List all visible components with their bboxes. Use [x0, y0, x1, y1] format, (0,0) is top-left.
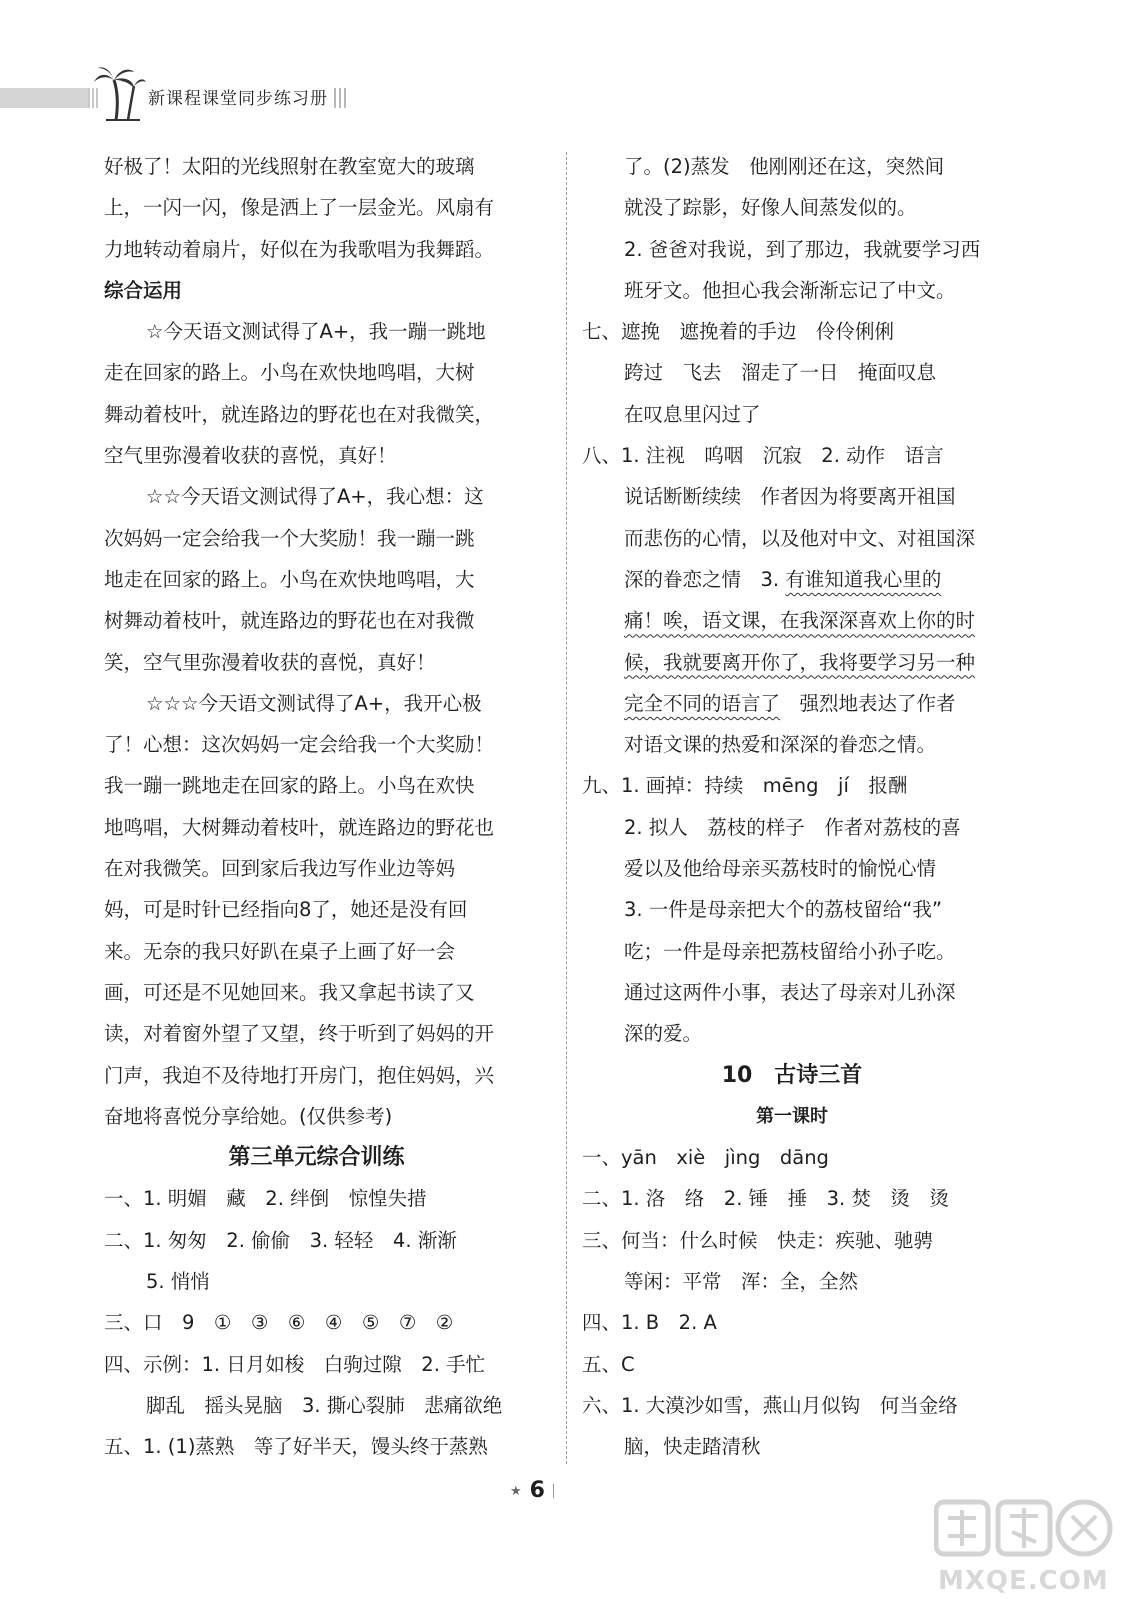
answer-line: 脚乱 摇头晃脑 3. 撕心裂肺 悲痛欲绝: [146, 1393, 503, 1417]
text-line: 了！心想：这次妈妈一定会给我一个大奖励！: [104, 733, 495, 757]
answer-line: 九、1. 画掉：持续 mēng jí 报酬: [582, 774, 908, 798]
text-line: 空气里弥漫着收获的喜悦，真好！: [104, 444, 397, 468]
watermark-logo-icon: [934, 1496, 1114, 1562]
answer-text: 强烈地表达了作者: [780, 691, 956, 715]
palm-tree-icon: [94, 62, 146, 122]
text-line: 走在回家的路上。小鸟在欢快地鸣唱，大树: [104, 361, 475, 385]
text-line: ☆今天语文测试得了A+，我一蹦一跳地: [146, 320, 486, 344]
left-column: [104, 146, 529, 1468]
wavy-underlined-text: 有谁知道我心里的: [785, 567, 942, 591]
answer-line: 了。(2)蒸发 他刚刚还在这，突然间: [624, 155, 945, 178]
answer-line: 爱以及他给母亲买荔枝时的愉悦心情: [624, 857, 937, 881]
text-line: 力地转动着扇片，好似在为我歌唱为我舞蹈。: [104, 237, 495, 261]
wavy-underlined-text: 完全不同的语言了: [624, 691, 781, 715]
answer-line: 吃；一件是母亲把荔枝留给小孙子吃。: [624, 939, 956, 963]
text-line: 画，可还是不见她回来。我又拿起书读了又: [104, 980, 475, 1004]
answer-line: 四、示例：1. 日月如梭 白驹过隙 2. 手忙: [104, 1352, 486, 1376]
text-line: 奋地将喜悦分享给她。(仅供参考): [104, 1104, 393, 1128]
text-line: 来。无奈的我只好趴在桌子上画了好一会: [104, 939, 456, 963]
text-line: 地走在回家的路上。小鸟在欢快地鸣唱，大: [104, 567, 475, 591]
answer-line: 五、1. (1)蒸熟 等了好半天，馒头终于蒸熟: [104, 1435, 488, 1459]
wavy-underlined-line: 候，我就要离开你了，我将要学习另一种: [624, 650, 976, 674]
text-line: 树舞动着枝叶，就连路边的野花也在对我微: [104, 609, 475, 633]
text-line: 我一蹦一跳地走在回家的路上。小鸟在欢快: [104, 774, 475, 798]
text-line: 上，一闪一闪，像是洒上了一层金光。风扇有: [104, 196, 495, 220]
answer-line: 一、1. 明媚 藏 2. 绊倒 惊惶失措: [104, 1187, 427, 1211]
answer-line: 跨过 飞去 溜走了一日 掩面叹息: [624, 361, 937, 385]
answer-line: 2. 爸爸对我说，到了那边，我就要学习西: [624, 237, 981, 261]
header-bars: [334, 88, 348, 108]
answer-line: 2. 拟人 荔枝的样子 作者对荔枝的喜: [624, 815, 961, 839]
answer-line: 而悲伤的心情，以及他对中文、对祖国深: [624, 526, 976, 550]
text-line: 在对我微笑。回到家后我边写作业边等妈: [104, 857, 456, 881]
answer-line: 在叹息里闪过了: [624, 402, 761, 426]
answer-line: 3. 一件是母亲把大个的荔枝留给“我”: [624, 898, 943, 922]
answer-line: 一、yān xiè jìng dāng: [582, 1146, 829, 1170]
wavy-underlined-line: 痛！唉，语文课，在我深深喜欢上你的时: [624, 609, 976, 633]
answer-line: 说话断断续续 作者因为将要离开祖国: [624, 485, 956, 509]
text-line: 门声，我迫不及待地打开房门，抱住妈妈，兴: [104, 1063, 495, 1087]
answer-text: 深的眷恋之情 3.: [624, 567, 786, 591]
text-line: 次妈妈一定会给我一个大奖励！我一蹦一跳: [104, 526, 475, 550]
unit-title: 第三单元综合训练: [228, 1145, 405, 1171]
text-line: 舞动着枝叶，就连路边的野花也在对我微笑，: [104, 402, 495, 426]
text-line: 好极了！太阳的光线照射在教室宽大的玻璃: [104, 155, 475, 178]
footer-divider: [553, 1484, 554, 1498]
answer-line: 二、1. 匆匆 2. 偷偷 3. 轻轻 4. 渐渐: [104, 1228, 457, 1252]
page-header: [0, 62, 1125, 122]
header-gray-band: [0, 88, 88, 108]
answer-line: 五、C: [582, 1352, 635, 1376]
watermark: [930, 1496, 1120, 1600]
answer-line: 三、何当：什么时候 快走：疾驰、驰骋: [582, 1228, 934, 1252]
answer-line: 就没了踪影，好像人间蒸发似的。: [624, 196, 917, 220]
answer-line: 5. 悄悄: [146, 1270, 210, 1294]
text-line: 妈，可是时针已经指向8了，她还是没有回: [104, 898, 468, 922]
column-divider: [566, 152, 567, 1464]
answer-line: 脑，快走踏清秋: [624, 1435, 761, 1459]
answer-line: 通过这两件小事，表达了母亲对儿孙深: [624, 980, 956, 1004]
answer-line: 二、1. 洛 络 2. 锤 捶 3. 焚 烫 烫: [582, 1187, 949, 1211]
page-footer: [510, 1478, 554, 1503]
answer-line: 七、遮挽 遮挽着的手边 伶伶俐俐: [582, 320, 895, 344]
answer-line: 六、1. 大漠沙如雪，燕山月似钩 何当金络: [582, 1393, 958, 1417]
section-heading: 综合运用: [104, 278, 183, 302]
text-line: 地鸣唱，大树舞动着枝叶，就连路边的野花也: [104, 815, 495, 839]
answer-line: 八、1. 注视 呜咽 沉寂 2. 动作 语言: [582, 444, 944, 468]
text-line: 读，对着窗外望了又望，终于听到了妈妈的开: [104, 1022, 495, 1046]
answer-line: [582, 559, 1002, 600]
text-line: ☆☆今天语文测试得了A+，我心想：这: [146, 485, 484, 509]
answer-line: 深的爱。: [624, 1022, 703, 1046]
lesson-subtitle: 第一课时: [756, 1105, 828, 1127]
text-line: 笑，空气里弥漫着收获的喜悦，真好！: [104, 650, 436, 674]
text-line: ☆☆☆今天语文测试得了A+，我开心极: [146, 691, 482, 715]
answer-line: 等闲：平常 浑：全，全然: [624, 1270, 859, 1294]
answer-line: 班牙文。他担心我会渐渐忘记了中文。: [624, 278, 956, 302]
page-number: 6: [529, 1478, 545, 1503]
lesson-title: 10 古诗三首: [721, 1062, 863, 1088]
book-title: 新课程课堂同步练习册: [148, 89, 328, 109]
answer-line: 三、口 9 ① ③ ⑥ ④ ⑤ ⑦ ②: [104, 1311, 454, 1335]
star-icon: ★: [510, 1483, 522, 1499]
answer-line: 对语文课的热爱和深深的眷恋之情。: [624, 733, 937, 757]
watermark-text: MXQE.COM: [938, 1566, 1109, 1596]
right-column: [582, 146, 1002, 1468]
answer-line: 四、1. B 2. A: [582, 1311, 717, 1335]
answer-line: [582, 683, 1002, 724]
